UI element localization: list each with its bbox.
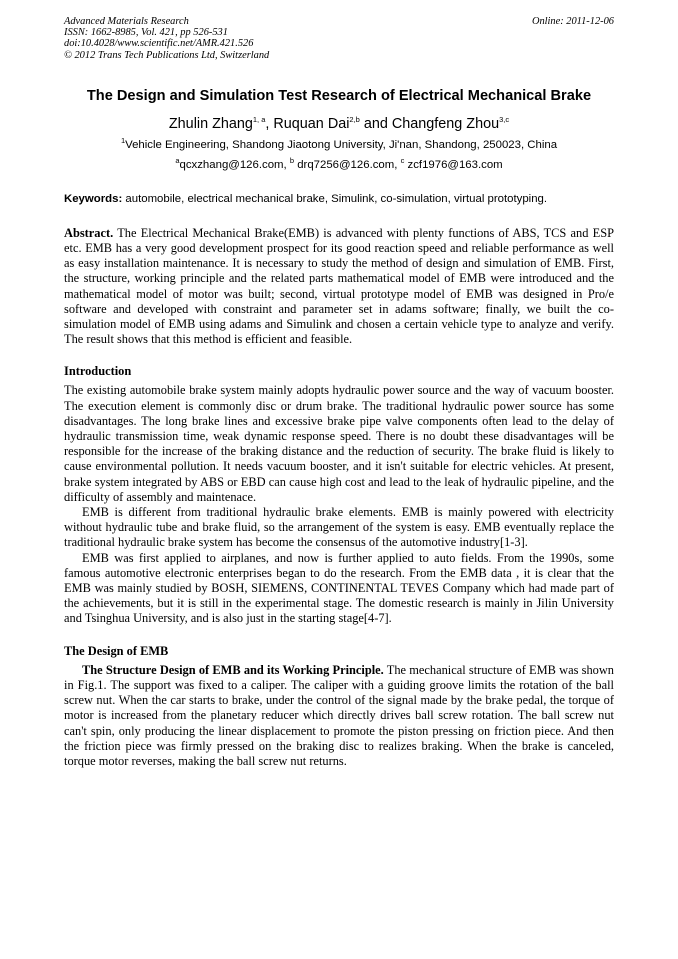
author-separator: ,	[265, 115, 274, 132]
journal-info	[64, 16, 269, 61]
email-link[interactable]: drq7256@126.com,	[294, 158, 401, 171]
abstract	[64, 226, 614, 348]
abstract-text: The Electrical Mechanical Brake(EMB) is advanced with plenty functions of ABS, TCS and ESP etc. EMB has a very good development prospect for its good reaction speed and reliable performance as well as easy installation maintenance. It is necessary to study the method of design and simulation of EMB. First, the structure, working principle and the related parts mathematical model of EMB were introduced and the mathematical model of motor was built; second, virtual prototype model of EMB was designed in Pro/e software and developed with constraint and parameter set in adams software; finally, we built the co-simulation model of EMB using adams and Simulink and chosen a certain vehicle type to analyze and verify. The result shows that this method is efficient and feasible.	[64, 225, 614, 347]
intro-paragraph-2: EMB is different from traditional hydraulic brake elements. EMB is mainly powered with electricity without hydraulic tube and brake fluid, so the arrangement of the system is easy. EMB eventually replace the traditional hydraulic brake system has become the consensus of the automotive industry[1-3].	[64, 505, 614, 550]
intro-paragraph-3: EMB was first applied to airplanes, and now is further applied to auto fields. From the 1990s, some famous automotive electronic enterprises began to do the research. From the EMB data , it is clear that the EMB was mainly studied by BOSH, SIEMENS, CONTINENTAL TEVES Company which had made part of the achievements, but it is still in the experimental stage. The domestic research is mainly in Jilin University and Tsinghua University, and is also just in the starting stage[4-7].	[64, 550, 614, 626]
section-heading-design: The Design of EMB	[64, 643, 169, 658]
email-link[interactable]: qcxzhang@126.com,	[179, 158, 290, 171]
email-sup: b	[289, 156, 295, 166]
subsection-heading: The Structure Design of EMB and its Working Principle.	[82, 662, 384, 677]
intro-paragraph-1: The existing automobile brake system mainly adopts hydraulic power source and the way of vacuum booster. The execution element is commonly disc or drum brake. The traditional hydraulic power source has some disadvantages. The long brake lines and excessive brake pipe valve components often lead to the delay of hydraulic transmission time, weak dynamic response speed. There is no doubt these disadvantages will be responsible for the increase of the braking distance and the reduction of security. The brake fluid is likely to cause environmental pollution. It needs vacuum booster, and it isn't suitable for electric vehicles. At present, brake system integrated by ABS or EBD can cause high cost and lead to the leak of hydraulic pipeline, and the difficulty of assembly and maintenace.	[64, 383, 614, 504]
affiliation-text: Vehicle Engineering, Shandong Jiaotong University, Ji'nan, Shandong, 250023, China	[125, 138, 558, 151]
online-date: Online: 2011-12-06	[531, 16, 614, 27]
issn-line: ISSN: 1662-8985, Vol. 421, pp 526-531	[64, 27, 228, 39]
author-affil-sup: 3,c	[499, 115, 510, 125]
design-paragraph-1	[64, 663, 614, 769]
keywords-text: automobile, electrical mechanical brake, Simulink, co-simulation, virtual prototyping.	[122, 192, 548, 205]
copyright-line: © 2012 Trans Tech Publications Ltd, Switzerland	[64, 49, 270, 61]
affiliation	[64, 138, 614, 153]
email-line	[64, 158, 614, 173]
section-heading-introduction: Introduction	[64, 364, 132, 379]
keywords	[64, 192, 614, 206]
author-name: Changfeng Zhou	[391, 115, 500, 132]
affiliation-sup: 1	[120, 136, 126, 146]
paper-title: The Design and Simulation Test Research of Electrical Mechanical Brake	[86, 87, 592, 104]
journal-name: Advanced Materials Research	[64, 16, 189, 27]
email-sup: c	[400, 156, 405, 166]
author-name: Ruquan Dai	[273, 115, 350, 132]
author-affil-sup: 2,b	[349, 115, 360, 125]
abstract-label: Abstract.	[64, 225, 114, 240]
design-paragraph-text: The mechanical structure of EMB was shown in Fig.1. The support was fixed to a caliper. The caliper with a guiding groove limits the rotation of the ball screw nut. When the car starts to brake, under the control of the signal made by the brake pedal, the torque of motor is increased from the planetary reducer which directly drives ball screw rotation. The ball screw nut can't spin, only producing the linear displacement to promote the piston pressing on friction piece. And then the friction piece was firmly pressed on the braking disc to realizes braking. When the brake is canceled, torque motor reverses, making the ball screw nut returns.	[64, 662, 614, 768]
keywords-label: Keywords:	[64, 192, 123, 205]
author-line	[64, 115, 614, 133]
author-affil-sup: 1, a	[252, 115, 266, 125]
paper-page	[64, 16, 614, 769]
email-sup: a	[175, 156, 180, 166]
running-header	[64, 16, 614, 61]
author-name: Zhulin Zhang	[168, 115, 253, 132]
author-separator: and	[359, 115, 392, 132]
doi-line: doi:10.4028/www.scientific.net/AMR.421.526	[64, 38, 254, 50]
email-link[interactable]: zcf1976@163.com	[404, 158, 503, 171]
